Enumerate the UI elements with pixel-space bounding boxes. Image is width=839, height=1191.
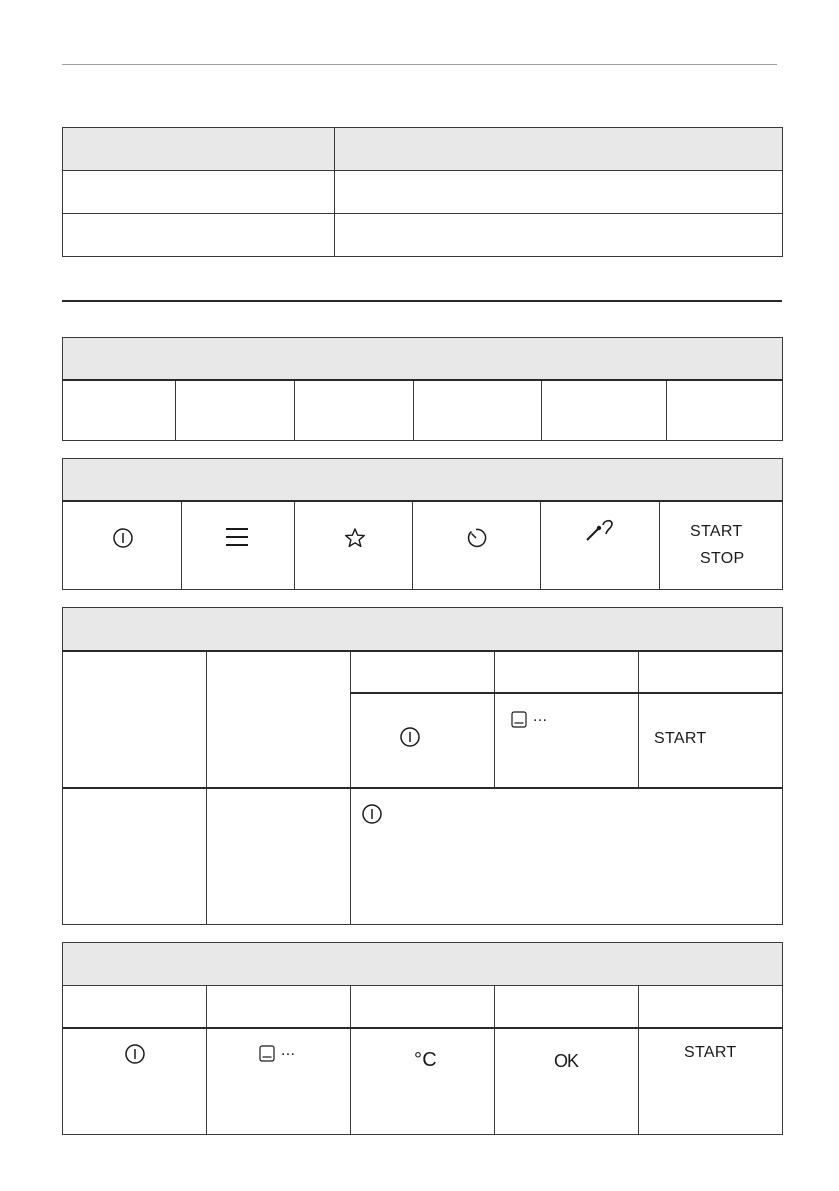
settings-table xyxy=(62,942,783,1135)
ok-label[interactable]: OK xyxy=(554,1050,579,1071)
function-ellipsis: ... xyxy=(281,1041,296,1059)
oven-function-icon[interactable] xyxy=(511,711,527,728)
settings-subheader-cell xyxy=(63,986,207,1028)
menu-icon[interactable] xyxy=(225,527,249,547)
start-label[interactable]: START xyxy=(654,729,707,747)
info-cell xyxy=(335,171,783,214)
start-label: START xyxy=(690,522,743,540)
control-cell-power xyxy=(63,501,182,590)
power-icon[interactable] xyxy=(399,726,421,748)
setting-cell-power xyxy=(63,1028,207,1135)
power-icon[interactable] xyxy=(124,1043,146,1065)
controls-header xyxy=(63,459,783,501)
steps-cell xyxy=(63,651,207,788)
settings-header xyxy=(63,943,783,986)
power-icon[interactable] xyxy=(112,527,134,549)
power-icon[interactable] xyxy=(361,803,383,825)
step-cell-power xyxy=(351,693,495,788)
steps-header xyxy=(63,608,783,651)
steps-cell xyxy=(207,788,351,925)
setting-cell-temperature xyxy=(351,1028,495,1135)
steps-cell xyxy=(63,788,207,925)
controls-table xyxy=(62,458,783,590)
overview-cell xyxy=(667,380,783,441)
start-label[interactable]: START xyxy=(684,1043,737,1061)
steps-table xyxy=(62,607,783,925)
setting-cell-start xyxy=(639,1028,783,1135)
section-rule xyxy=(62,300,782,302)
step-cell-function xyxy=(495,693,639,788)
steps-subheader-cell xyxy=(351,651,495,693)
settings-subheader-cell xyxy=(351,986,495,1028)
star-icon[interactable] xyxy=(344,527,366,549)
overview-cell xyxy=(63,380,176,441)
info-cell xyxy=(335,214,783,257)
control-cell-timer xyxy=(413,501,541,590)
steps-subheader-cell xyxy=(495,651,639,693)
info-header-cell-2 xyxy=(335,128,783,171)
stop-label: STOP xyxy=(700,549,745,567)
settings-subheader-cell xyxy=(639,986,783,1028)
control-cell-start-stop[interactable] xyxy=(660,501,783,590)
settings-subheader-cell xyxy=(495,986,639,1028)
info-header-cell-1 xyxy=(63,128,335,171)
info-cell xyxy=(63,214,335,257)
setting-cell-function xyxy=(207,1028,351,1135)
control-cell-favourite xyxy=(295,501,413,590)
setting-cell-ok xyxy=(495,1028,639,1135)
header-rule xyxy=(62,64,777,65)
timer-icon[interactable] xyxy=(465,527,487,549)
control-cell-menu xyxy=(182,501,295,590)
overview-header xyxy=(63,338,783,380)
overview-cell xyxy=(295,380,414,441)
steps-wide-cell xyxy=(351,788,783,925)
overview-table xyxy=(62,337,783,441)
overview-cell xyxy=(176,380,295,441)
overview-cell xyxy=(542,380,667,441)
steps-subheader-cell xyxy=(639,651,783,693)
food-probe-icon[interactable] xyxy=(584,518,618,542)
step-cell-start xyxy=(639,693,783,788)
overview-cell xyxy=(414,380,542,441)
info-table xyxy=(62,127,783,257)
control-cell-probe xyxy=(541,501,660,590)
steps-cell xyxy=(207,651,351,788)
oven-function-icon[interactable] xyxy=(259,1045,275,1062)
temperature-label[interactable]: °C xyxy=(414,1048,438,1071)
info-cell xyxy=(63,171,335,214)
function-ellipsis: ... xyxy=(533,707,548,725)
settings-subheader-cell xyxy=(207,986,351,1028)
